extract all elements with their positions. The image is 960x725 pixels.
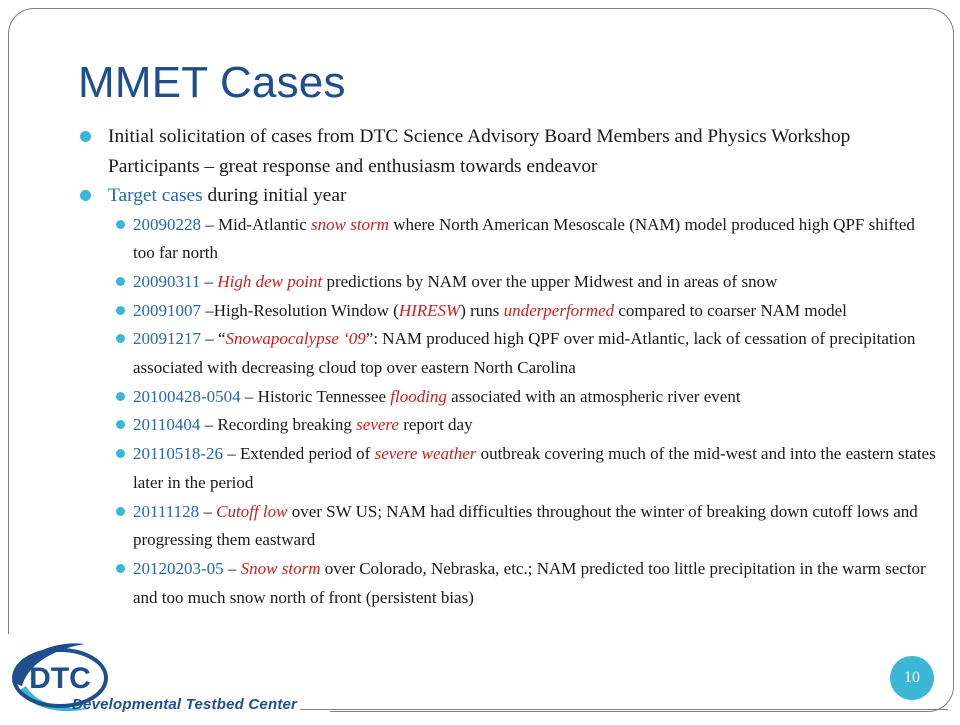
case-item xyxy=(78,297,940,326)
case-text: Snow storm xyxy=(240,558,321,578)
case-item xyxy=(78,498,940,555)
bullet-item xyxy=(78,181,940,211)
case-text: – Recording breaking xyxy=(200,415,357,435)
case-text: High dew point xyxy=(217,271,323,291)
case-text: associated with an atmospheric river event xyxy=(446,386,741,406)
bullet-icon xyxy=(116,392,125,401)
case-text: report day xyxy=(398,415,473,435)
case-text: compared to coarser NAM model xyxy=(614,300,847,320)
bullet-icon xyxy=(116,334,125,343)
slide-title: MMET Cases xyxy=(78,58,346,107)
case-text: outbreak covering much of the mid-west and into the eastern states later in the period xyxy=(133,444,936,492)
case-text: 20110404 xyxy=(133,415,201,435)
slide-content xyxy=(78,122,940,612)
case-item xyxy=(78,325,940,382)
case-text: over SW US; NAM had difficulties throughout the winter of breaking down cutoff lows and progressing them eastward xyxy=(133,501,918,550)
case-text: predictions by NAM over the upper Midwest and in areas of snow xyxy=(322,271,778,291)
bullet-icon xyxy=(116,564,125,573)
case-text: flooding xyxy=(390,386,447,406)
svg-text:DTC: DTC xyxy=(29,662,91,695)
case-text: – Extended period of xyxy=(223,444,375,464)
case-text: 20100428-0504 xyxy=(133,386,241,406)
case-text: – Historic Tennessee xyxy=(240,386,391,406)
case-item xyxy=(78,211,940,268)
case-text: Snowapocalypse ‘09 xyxy=(225,329,366,349)
bullet-text: during initial year xyxy=(202,185,347,206)
page-number-badge: 10 xyxy=(890,656,934,700)
case-text: –High-Resolution Window ( xyxy=(201,300,399,320)
logo-caption: Developmental Testbed Center xyxy=(72,696,298,713)
case-text: underperformed xyxy=(503,300,615,320)
case-item xyxy=(78,411,940,440)
case-text: 20090311 xyxy=(133,271,201,291)
case-text: severe weather xyxy=(374,444,477,464)
case-text: Cutoff low xyxy=(216,501,288,521)
bullet-text: Target cases xyxy=(108,185,203,206)
bullet-icon xyxy=(116,277,125,286)
case-text: ”: NAM produced high QPF over mid-Atlantic, lack of cessation of precipitation associated with decreasing cloud top over eastern North Carolina xyxy=(133,329,916,378)
case-list xyxy=(78,211,940,613)
case-item xyxy=(78,555,940,612)
case-item xyxy=(78,440,940,497)
bullet-icon xyxy=(80,190,91,201)
case-text: severe xyxy=(356,415,399,435)
case-text: – “ xyxy=(201,329,226,349)
bullet-icon xyxy=(116,220,125,229)
case-item xyxy=(78,383,940,412)
case-text: – xyxy=(199,501,217,521)
case-text: HIRESW xyxy=(398,300,461,320)
case-text: over Colorado, Nebraska, etc.; NAM predicted too little precipitation in the warm sector and too much snow north of front (persistent bias) xyxy=(133,558,926,607)
bullet-text: Initial solicitation of cases from DTC Science Advisory Board Members and Physics Workshop Participants – great response and enthusiasm towards endeavor xyxy=(108,126,851,177)
case-text: 20120203-05 xyxy=(133,558,224,578)
case-text: 20111128 xyxy=(133,501,200,521)
case-text: 20091007 xyxy=(133,300,201,320)
bullet-item xyxy=(78,122,940,181)
case-text: 20090228 xyxy=(133,214,201,234)
bullet-icon xyxy=(116,507,125,516)
case-text: – Mid-Atlantic xyxy=(201,214,312,234)
bullet-list xyxy=(78,122,940,211)
case-text: 20091217 xyxy=(133,329,201,349)
case-text: where North American Mesoscale (NAM) model produced high QPF shifted too far north xyxy=(133,214,915,263)
case-text: – xyxy=(200,271,218,291)
bullet-icon xyxy=(80,131,91,142)
case-text: – xyxy=(223,558,241,578)
bullet-icon xyxy=(116,306,125,315)
case-text: 20110518-26 xyxy=(133,444,224,464)
bullet-icon xyxy=(116,420,125,429)
case-text: ) runs xyxy=(460,300,504,320)
case-text: snow storm xyxy=(311,214,389,234)
case-item xyxy=(78,268,940,297)
footer-line xyxy=(300,709,948,710)
bullet-icon xyxy=(116,449,125,458)
